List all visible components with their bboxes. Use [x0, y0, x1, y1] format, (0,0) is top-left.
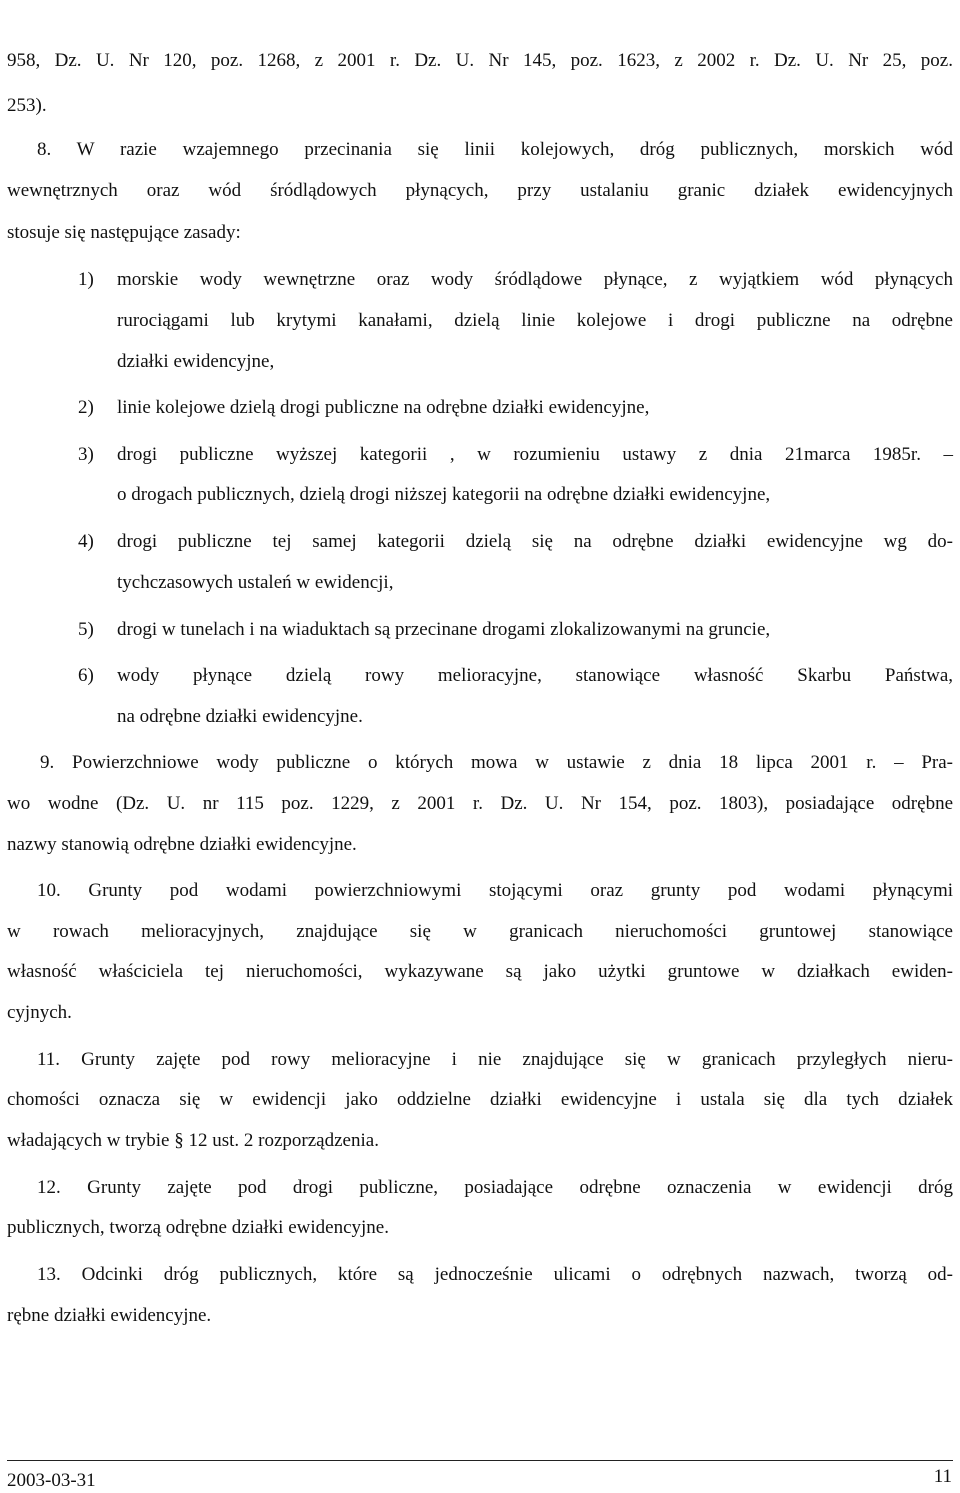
list-item-line: tychczasowych ustaleń w ewidencji, [117, 572, 394, 593]
list-item-line: wody płynące dzielą rowy melioracyjne, stanowiące własność Skarbu Państwa, [117, 665, 953, 686]
list-item-line: morskie wody wewnętrzne oraz wody śródlądowe płynące, z wyjątkiem wód płynących [117, 269, 953, 290]
list-item-number: 4) [78, 531, 94, 552]
list-item-line: o drogach publicznych, dzielą drogi niższej kategorii na odrębne działki ewidencyjne, [117, 484, 771, 505]
list-item-number: 2) [78, 397, 94, 418]
list-item-line: na odrębne działki ewidencyjne. [117, 706, 363, 727]
para-9-line-3: nazwy stanowią odrębne działki ewidencyjne. [7, 834, 357, 855]
list-item-line: rurociągami lub krytymi kanałami, dzielą linie kolejowe i drogi publiczne na odrębne [117, 310, 953, 331]
footer-rule [7, 1460, 953, 1461]
list-item-line: linie kolejowe dzielą drogi publiczne na odrębne działki ewidencyjne, [117, 397, 650, 418]
para-13-line-1: 13. Odcinki dróg publicznych, które są jednocześnie ulicami o odrębnych nazwach, tworzą od- [37, 1264, 953, 1285]
list-item-number: 3) [78, 444, 94, 465]
list-item-number: 5) [78, 619, 94, 640]
list-item-number: 1) [78, 269, 94, 290]
para-10-line-3: własność właściciela tej nieruchomości, wykazywane są jako użytki gruntowe w działkach ewiden- [7, 961, 953, 982]
para-10-line-2: w rowach melioracyjnych, znajdujące się w granicach nieruchomości gruntowej stanowiące [7, 921, 953, 942]
list-item-number: 6) [78, 665, 94, 686]
list-item-line: drogi publiczne wyższej kategorii , w rozumieniu ustawy z dnia 21marca 1985r. – [117, 444, 953, 465]
para-11-line-1: 11. Grunty zajęte pod rowy melioracyjne i nie znajdujące się w granicach przyległych nieru- [37, 1049, 953, 1070]
list-item-line: drogi publiczne tej samej kategorii dzielą się na odrębne działki ewidencyjne wg do- [117, 531, 953, 552]
intro-line-1: 958, Dz. U. Nr 120, poz. 1268, z 2001 r. Dz. U. Nr 145, poz. 1623, z 2002 r. Dz. U. Nr 25, poz. [7, 50, 953, 71]
list-item-line: drogi w tunelach i na wiaduktach są przecinane drogami zlokalizowanymi na gruncie, [117, 619, 771, 640]
para-9-line-1: 9. Powierzchniowe wody publiczne o których mowa w ustawie z dnia 18 lipca 2001 r. – Pra- [40, 752, 953, 773]
para-11-line-3: władających w trybie § 12 ust. 2 rozporządzenia. [7, 1130, 379, 1151]
list-item-line: działki ewidencyjne, [117, 351, 275, 372]
para-11-line-2: chomości oznacza się w ewidencji jako oddzielne działki ewidencyjne i ustala się dla tych działek [7, 1089, 953, 1110]
para-12-line-1: 12. Grunty zajęte pod drogi publiczne, posiadające odrębne oznaczenia w ewidencji dróg [37, 1177, 953, 1198]
para-8-line-3: stosuje się następujące zasady: [7, 222, 241, 243]
page-number: 11 [933, 1466, 952, 1487]
para-8-line-1: 8. W razie wzajemnego przecinania się linii kolejowych, dróg publicznych, morskich wód [37, 139, 953, 160]
footer-date: 2003-03-31 [7, 1470, 96, 1491]
para-10-line-4: cyjnych. [7, 1002, 72, 1023]
para-8-line-2: wewnętrznych oraz wód śródlądowych płynących, przy ustalaniu granic działek ewidencyjnych [7, 180, 953, 201]
para-10-line-1: 10. Grunty pod wodami powierzchniowymi stojącymi oraz grunty pod wodami płynącymi [37, 880, 953, 901]
intro-line-2: 253). [7, 95, 47, 116]
para-12-line-2: publicznych, tworzą odrębne działki ewidencyjne. [7, 1217, 389, 1238]
para-9-line-2: wo wodne (Dz. U. nr 115 poz. 1229, z 2001 r. Dz. U. Nr 154, poz. 1803), posiadające odrębne [7, 793, 953, 814]
para-13-line-2: rębne działki ewidencyjne. [7, 1305, 212, 1326]
